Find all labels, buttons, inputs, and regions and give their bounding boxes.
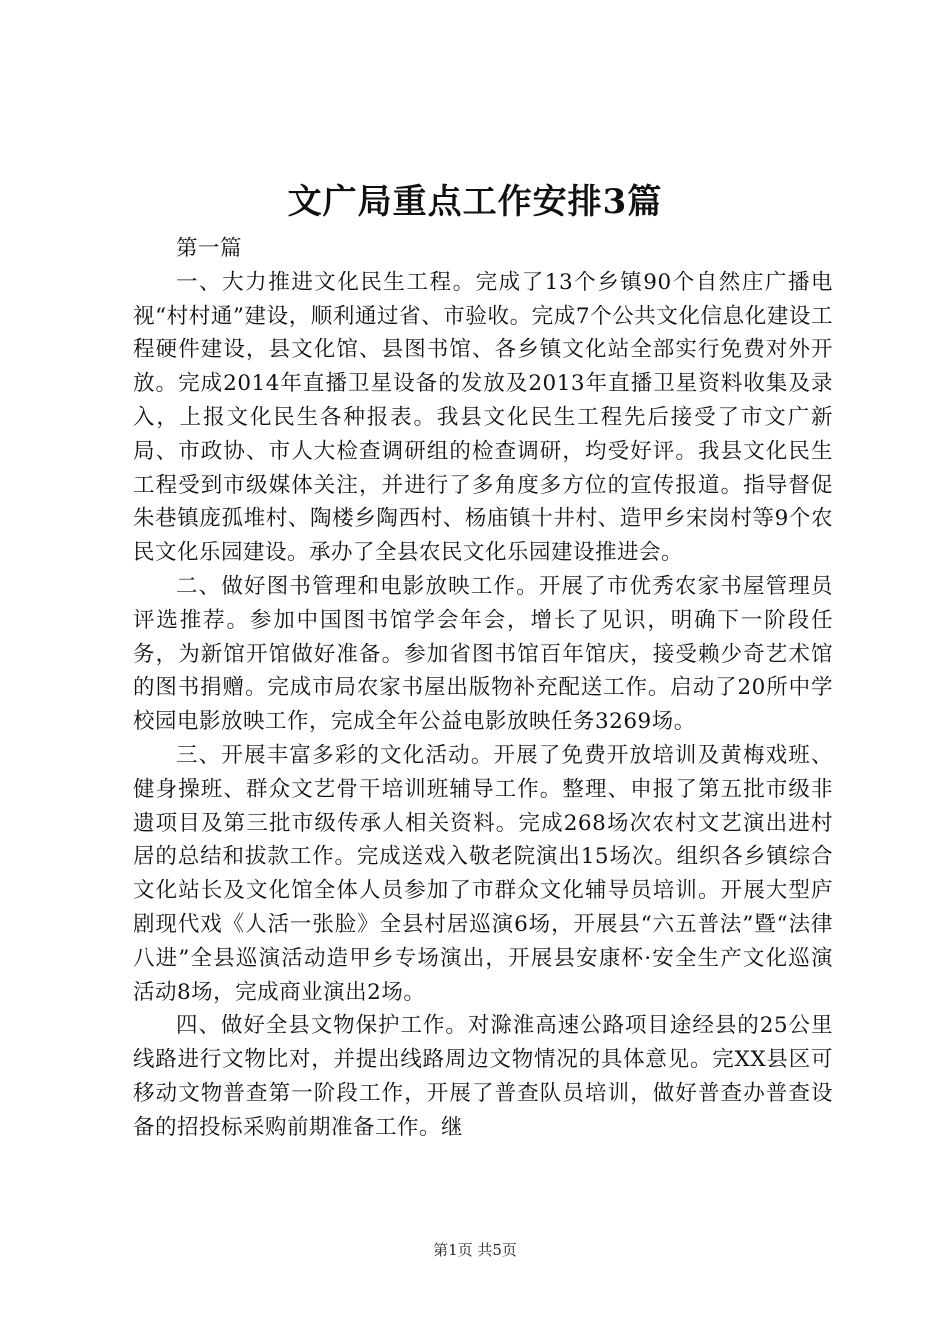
paragraph-1: 一、大力推进文化民生工程。完成了13个乡镇90个自然庄广播电视“村村通”建设，顺利通过省、市验收。完成7个公共文化信息化建设工程硬件建设，县文化馆、县图书馆、各乡镇文化站全部实行免费对外开放。完成2014年直播卫星设备的发放及2013年直播卫星资料收集及录入，上报文化民生各种报表。我县文化民生工程先后接受了市文广新局、市政协、市人大检查调研组的检查调研，均受好评。我县文化民生工程受到市级媒体关注，并进行了多角度多方位的宣传报道。指导督促朱巷镇庞孤堆村、陶楼乡陶西村、杨庙镇十井村、造甲乡宋岗村等9个农民文化乐园建设。承办了全县农民文化乐园建设推进会。 <box>133 269 833 566</box>
paragraph-4: 四、做好全县文物保护工作。对滁淮高速公路项目途经县的25公里线路进行文物比对，并提出线路周边文物情况的具体意见。完XX县区可移动文物普查第一阶段工作，开展了普查队员培训，做好普查办普查设备的招投标采购前期准备工作。继 <box>133 1013 833 1140</box>
document-body <box>133 232 833 1145</box>
page-footer: 第1页 共5页 <box>433 1241 517 1259</box>
paragraph-2: 二、做好图书管理和电影放映工作。开展了市优秀农家书屋管理员评选推荐。参加中国图书馆学会年会，增长了见识，明确下一阶段任务，为新馆开馆做好准备。参加省图书馆百年馆庆，接受赖少奇艺术馆的图书捐赠。完成市局农家书屋出版物补充配送工作。启动了20所中学校园电影放映工作，完成全年公益电影放映任务3269场。 <box>133 573 833 735</box>
section-label: 第一篇 <box>176 236 243 261</box>
paragraph-3: 三、开展丰富多彩的文化活动。开展了免费开放培训及黄梅戏班、健身操班、群众文艺骨干培训班辅导工作。整理、申报了第五批市级非遗项目及第三批市级传承人相关资料。完成268场次农村文艺演出进村居的总结和拔款工作。完成送戏入敬老院演出15场次。组织各乡镇综合文化站长及文化馆全体人员参加了市群众文化辅导员培训。开展大型庐剧现代戏《人活一张脸》全县村居巡演6场，开展县“六五普法”暨“法律八进”全县巡演活动造甲乡专场演出，开展县安康杯·安全生产文化巡演活动8场，完成商业演出2场。 <box>133 742 833 1005</box>
document-title: 文广局重点工作安排3篇 <box>287 182 663 222</box>
